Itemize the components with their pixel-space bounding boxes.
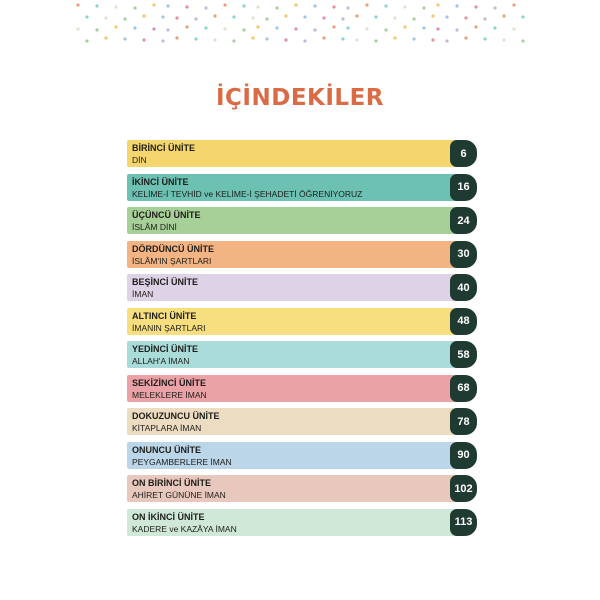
decorative-dot	[512, 27, 515, 30]
toc-entry[interactable]	[127, 174, 477, 201]
decorative-dot	[445, 39, 448, 42]
decorative-dot	[175, 36, 178, 39]
decorative-dot	[242, 4, 245, 7]
decorative-dot	[204, 26, 207, 29]
decorative-dot	[483, 37, 486, 40]
table-of-contents	[127, 140, 477, 542]
page-number-badge[interactable]: 58	[450, 341, 477, 368]
toc-entry[interactable]	[127, 375, 477, 402]
decorative-dot	[256, 25, 259, 28]
decorative-dot	[265, 17, 268, 20]
unit-subject: PEYGAMBERLERE İMAN	[132, 456, 232, 467]
decorative-dot	[223, 3, 226, 6]
decorative-dot	[185, 5, 188, 8]
decorative-dot	[142, 14, 145, 17]
decorative-dot	[275, 6, 278, 9]
decorative-dot	[512, 3, 515, 6]
toc-entry-bar	[127, 442, 457, 469]
decorative-dot	[436, 3, 439, 6]
decorative-dot	[403, 25, 406, 28]
decorative-dot	[256, 5, 259, 8]
unit-subject: İMANIN ŞARTLARI	[132, 322, 206, 333]
decorative-dot	[431, 38, 434, 41]
decorative-dot	[502, 38, 505, 41]
decorative-dot	[213, 14, 216, 17]
decorative-dot	[194, 17, 197, 20]
decorative-dot	[412, 17, 415, 20]
decorative-dot	[152, 27, 155, 30]
decorative-dot	[455, 4, 458, 7]
decorative-dot	[341, 37, 344, 40]
toc-entry[interactable]	[127, 442, 477, 469]
page-number-badge[interactable]: 90	[450, 442, 477, 469]
decorative-dot	[275, 26, 278, 29]
decorative-dot	[213, 38, 216, 41]
toc-entry[interactable]	[127, 341, 477, 368]
decorative-dot	[502, 14, 505, 17]
decorative-dot	[204, 6, 207, 9]
unit-title: ONUNCU ÜNİTE	[132, 444, 201, 455]
decorative-dot	[232, 39, 235, 42]
unit-subject: AHİRET GÜNÜNE İMAN	[132, 490, 226, 500]
decorative-dot	[422, 6, 425, 9]
decorative-dot	[464, 36, 467, 39]
decorative-dot	[313, 28, 316, 31]
toc-entry[interactable]	[127, 140, 477, 167]
decorative-dot	[365, 27, 368, 30]
decorative-dot	[223, 27, 226, 30]
toc-entry-bar	[127, 241, 457, 268]
decorative-dot	[76, 3, 79, 6]
toc-entry-bar	[127, 408, 457, 435]
decorative-dot	[493, 26, 496, 29]
decorative-dot	[422, 26, 425, 29]
decorative-dot	[436, 27, 439, 30]
unit-title: BEŞİNCİ ÜNİTE	[132, 277, 199, 287]
page-number-badge[interactable]: 6	[450, 140, 477, 167]
unit-subject: İSLÂM'IN ŞARTLARI	[132, 255, 212, 266]
decorative-dot	[161, 15, 164, 18]
decorative-dot	[251, 16, 254, 19]
toc-entry[interactable]	[127, 207, 477, 234]
toc-entry-bar	[127, 375, 457, 402]
decorative-dot	[341, 17, 344, 20]
decorative-dot	[474, 25, 477, 28]
decorative-dot	[123, 37, 126, 40]
decorative-dot	[493, 6, 496, 9]
decorative-dot	[322, 16, 325, 19]
toc-entry-bar	[127, 509, 457, 536]
decorative-dot	[152, 3, 155, 6]
toc-entry-bar	[127, 475, 457, 502]
page-number-badge[interactable]: 40	[450, 274, 477, 301]
decorative-dot	[76, 27, 79, 30]
decorative-dot	[284, 14, 287, 17]
decorative-dot	[85, 39, 88, 42]
decorative-dot	[104, 16, 107, 19]
decorative-dot-pattern	[0, 0, 600, 50]
unit-subject: KİTAPLARA İMAN	[132, 423, 202, 433]
decorative-dot	[445, 15, 448, 18]
decorative-dot	[332, 25, 335, 28]
decorative-dot	[303, 39, 306, 42]
decorative-dot	[384, 28, 387, 31]
decorative-dot	[355, 14, 358, 17]
decorative-dot	[242, 28, 245, 31]
toc-entry[interactable]	[127, 509, 477, 536]
toc-entry[interactable]	[127, 408, 477, 435]
page-number-badge[interactable]: 102	[450, 475, 477, 502]
unit-title: ON BİRİNCİ ÜNİTE	[132, 478, 212, 488]
unit-title: BİRİNCİ ÜNİTE	[132, 143, 195, 153]
page-number-badge[interactable]: 48	[450, 308, 477, 335]
decorative-dot	[175, 16, 178, 19]
decorative-dot	[322, 36, 325, 39]
toc-entry[interactable]	[127, 241, 477, 268]
page-number-badge[interactable]: 113	[450, 509, 477, 536]
toc-entry-bar	[127, 308, 457, 335]
decorative-dot	[284, 38, 287, 41]
decorative-dot	[431, 14, 434, 17]
decorative-dot	[365, 3, 368, 6]
decorative-dot	[313, 4, 316, 7]
page-number-badge[interactable]: 24	[450, 207, 477, 234]
decorative-dot	[374, 15, 377, 18]
decorative-dot	[114, 25, 117, 28]
unit-title: SEKİZİNCİ ÜNİTE	[132, 377, 207, 388]
decorative-dot	[251, 36, 254, 39]
toc-entry[interactable]	[127, 308, 477, 335]
page-number-badge[interactable]: 16	[450, 174, 477, 201]
decorative-dot	[393, 36, 396, 39]
decorative-dot	[464, 16, 467, 19]
unit-title: İKİNCİ ÜNİTE	[132, 176, 189, 187]
unit-title: DOKUZUNCU ÜNİTE	[132, 411, 220, 421]
decorative-dot	[521, 39, 524, 42]
decorative-dot	[194, 37, 197, 40]
unit-subject: İSLÂM DİNİ	[132, 222, 177, 232]
decorative-dot	[355, 38, 358, 41]
decorative-dot	[332, 5, 335, 8]
decorative-dot	[95, 4, 98, 7]
decorative-dot	[294, 27, 297, 30]
toc-entry[interactable]	[127, 274, 477, 301]
decorative-dot	[474, 5, 477, 8]
decorative-dot	[346, 26, 349, 29]
decorative-dot	[142, 38, 145, 41]
unit-subject: DİN	[132, 155, 147, 165]
unit-title: ALTINCI ÜNİTE	[132, 310, 197, 321]
toc-entry-bar	[127, 274, 457, 301]
page-number-badge[interactable]: 30	[450, 241, 477, 268]
decorative-dot	[393, 16, 396, 19]
decorative-dot	[294, 3, 297, 6]
unit-title: DÖRDÜNCÜ ÜNİTE	[132, 243, 214, 254]
unit-title: YEDİNCİ ÜNİTE	[132, 344, 199, 354]
toc-entry-bar	[127, 174, 457, 201]
unit-title: ÜÇÜNCÜ ÜNİTE	[132, 210, 201, 220]
toc-entry-bar	[127, 140, 457, 167]
decorative-dot	[166, 28, 169, 31]
unit-subject: ALLAH'A İMAN	[132, 356, 190, 366]
decorative-dot	[303, 15, 306, 18]
decorative-dot	[483, 17, 486, 20]
page-number-badge[interactable]: 68	[450, 375, 477, 402]
decorative-dot	[374, 39, 377, 42]
decorative-dot	[114, 5, 117, 8]
toc-entry[interactable]	[127, 475, 477, 502]
decorative-dot	[412, 37, 415, 40]
decorative-dot	[521, 15, 524, 18]
toc-entry-bar	[127, 207, 457, 234]
decorative-dot	[166, 4, 169, 7]
toc-entry-bar	[127, 341, 457, 368]
decorative-dot	[104, 36, 107, 39]
decorative-dot	[123, 17, 126, 20]
page-title: İÇİNDEKİLER	[215, 85, 384, 111]
decorative-dot	[133, 6, 136, 9]
decorative-dot	[95, 28, 98, 31]
unit-subject: KADERE ve KAZÂYA İMAN	[132, 523, 237, 534]
unit-subject: KELİME-İ TEVHİD ve KELİME-İ ŞEHADETİ ÖĞRENİYORUZ	[132, 188, 363, 199]
decorative-dot	[85, 15, 88, 18]
decorative-dot	[185, 25, 188, 28]
decorative-dot	[265, 37, 268, 40]
decorative-dot	[455, 28, 458, 31]
decorative-dot	[133, 26, 136, 29]
decorative-dot	[346, 6, 349, 9]
decorative-dot	[384, 4, 387, 7]
page-number-badge[interactable]: 78	[450, 408, 477, 435]
unit-title: ON İKİNCİ ÜNİTE	[132, 511, 205, 522]
unit-subject: İMAN	[132, 289, 154, 299]
decorative-dot	[161, 39, 164, 42]
decorative-dot	[232, 15, 235, 18]
unit-subject: MELEKLERE İMAN	[132, 389, 207, 400]
decorative-dot	[403, 5, 406, 8]
